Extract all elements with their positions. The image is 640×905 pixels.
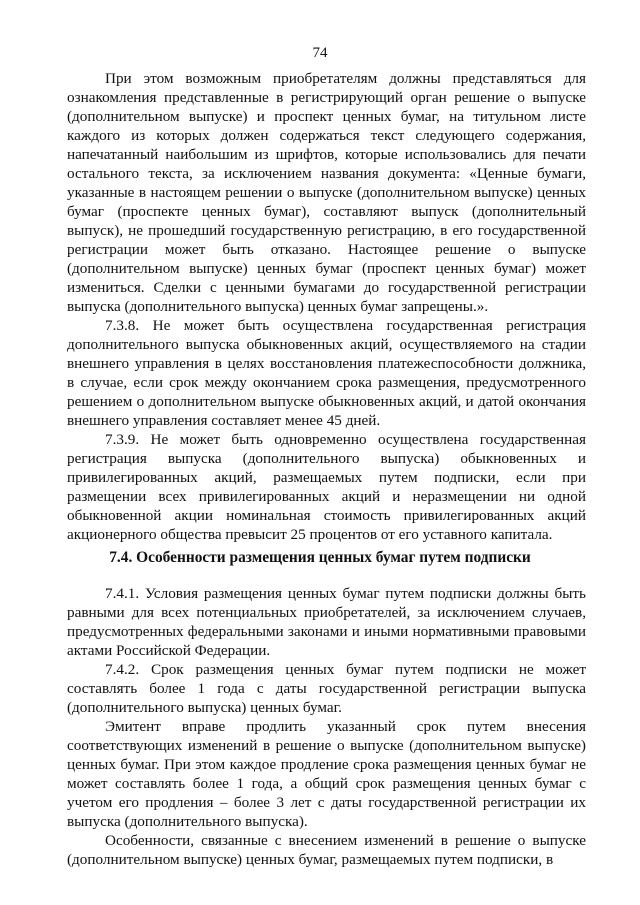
paragraph-7-4-1: 7.4.1. Условия размещения ценных бумаг путем подписки должны быть равными для всех потенциальных приобретателей, за исключением случаев, предусмотренных федеральными законами и иными нормативными правовыми актами Российской Федерации. [67,585,586,659]
paragraph-7-3-9: 7.3.9. Не может быть одновременно осуществлена государственная регистрация выпуска (дополнительного выпуска) обыкновенных и привилегированных акций, размещаемых путем подписки, если при размещении всех привилегированных акций и неразмещении ни одной обыкновенной акции номинальная стоимость привилегированных акций акционерного общества превысит 25 процентов от его уставного капитала. [67,431,586,543]
body-section-7-3 [67,69,586,544]
page-number: 74 [312,45,328,61]
paragraph-7-4-2: 7.4.2. Срок размещения ценных бумаг путем подписки не может составлять более 1 года с даты государственной регистрации выпуска (дополнительного выпуска) ценных бумаг. [67,661,586,716]
section-heading-7-4: 7.4. Особенности размещения ценных бумаг путем подписки [109,549,531,566]
paragraph-extension: Эмитент вправе продлить указанный срок путем внесения соответствующих изменений в решение о выпуске (дополнительном выпуске) ценных бумаг. При этом каждое продление срока размещения ценных бумаг не может составлять более 1 года, а общий срок размещения ценных бумаг с учетом его продления – более 3 лет с даты государственной регистрации их выпуска (дополнительного выпуска). [67,718,586,830]
paragraph-specifics: Особенности, связанные с внесением изменений в решение о выпуске (дополнительном выпуске) ценных бумаг, размещаемых путем подписки, в [67,832,586,868]
paragraph-7-3-8: 7.3.8. Не может быть осуществлена государственная регистрация дополнительного выпуска обыкновенных акций, осуществляемого на стадии внешнего управления в целях восстановления платежеспособности должника, в случае, если срок между окончанием срока размещения, предусмотренного решением о дополнительном выпуске обыкновенных акций, и датой окончания внешнего управления составляет менее 45 дней. [67,317,586,429]
paragraph-prospectus-warning: При этом возможным приобретателям должны представляться для ознакомления представленные в регистрирующий орган решение о выпуске (дополнительном выпуске) и проспект ценных бумаг, на титульном листе каждого из которых должен содержаться текст следующего содержания, напечатанный наибольшим из шрифтов, которые использовались для печати остального текста, за исключением названия документа: «Ценные бумаги, указанные в настоящем решении о выпуске (дополнительном выпуске) ценных бумаг (проспекте ценных бумаг), составляют выпуск (дополнительный выпуск), не прошедший государственную регистрацию, в его государственной регистрации может быть отказано. Настоящее решение о выпуске (дополнительном выпуске) ценных бумаг (проспект ценных бумаг) может измениться. Сделки с ценными бумагами до государственной регистрации выпуска (дополнительного выпуска) ценных бумаг запрещены.». [67,70,586,315]
body-section-7-4 [67,584,586,869]
